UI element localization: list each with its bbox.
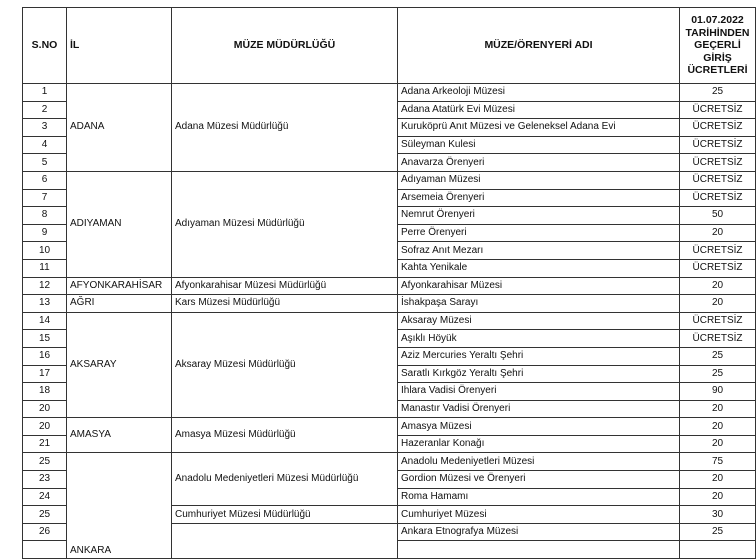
sno-cell: 18	[23, 383, 67, 401]
header-fee-line: ÜCRETLERİ	[687, 64, 748, 77]
sno-cell: 12	[23, 277, 67, 295]
fee-cell: ÜCRETSİZ	[680, 154, 756, 172]
site-cell	[398, 541, 680, 559]
header-mudurluk: MÜZE MÜDÜRLÜĞÜ	[172, 8, 398, 84]
site-cell: Cumhuriyet Müzesi	[398, 506, 680, 524]
museum-fee-table	[22, 7, 756, 559]
sno-cell: 6	[23, 171, 67, 189]
site-cell: Adana Arkeoloji Müzesi	[398, 84, 680, 102]
sno-cell: 11	[23, 259, 67, 277]
site-cell: Anavarza Örenyeri	[398, 154, 680, 172]
site-cell: Süleyman Kulesi	[398, 136, 680, 154]
fee-cell: 25	[680, 84, 756, 102]
mudurluk-cell: Aksaray Müzesi Müdürlüğü	[172, 312, 398, 418]
mudurluk-cell: Kars Müzesi Müdürlüğü	[172, 295, 398, 313]
site-cell: Aziz Mercuries Yeraltı Şehri	[398, 347, 680, 365]
site-cell: Ihlara Vadisi Örenyeri	[398, 383, 680, 401]
sno-cell	[23, 541, 67, 559]
sno-cell: 16	[23, 347, 67, 365]
fee-cell: ÜCRETSİZ	[680, 136, 756, 154]
fee-cell: ÜCRETSİZ	[680, 101, 756, 119]
site-cell: Roma Hamamı	[398, 488, 680, 506]
header-site: MÜZE/ÖRENYERİ ADI	[398, 8, 680, 84]
table-row	[23, 418, 756, 436]
fee-cell: 30	[680, 506, 756, 524]
site-cell: Perre Örenyeri	[398, 224, 680, 242]
sno-cell: 15	[23, 330, 67, 348]
fee-cell: 25	[680, 347, 756, 365]
site-cell: İshakpaşa Sarayı	[398, 295, 680, 313]
fee-cell: ÜCRETSİZ	[680, 189, 756, 207]
site-cell: Sofraz Anıt Mezarı	[398, 242, 680, 260]
mudurluk-cell: Amasya Müzesi Müdürlüğü	[172, 418, 398, 453]
fee-cell: ÜCRETSİZ	[680, 330, 756, 348]
fee-cell: ÜCRETSİZ	[680, 242, 756, 260]
table-row	[23, 171, 756, 189]
fee-cell: 50	[680, 207, 756, 225]
sno-cell: 14	[23, 312, 67, 330]
il-cell: ANKARA	[67, 453, 172, 559]
sno-cell: 7	[23, 189, 67, 207]
site-cell: Ankara Etnografya Müzesi	[398, 523, 680, 541]
sno-cell: 24	[23, 488, 67, 506]
header-fee-line: GEÇERLİ GİRİŞ	[694, 39, 741, 64]
il-cell: ADANA	[67, 84, 172, 172]
site-cell: Saratlı Kırkgöz Yeraltı Şehri	[398, 365, 680, 383]
sno-cell: 23	[23, 471, 67, 489]
fee-cell: 75	[680, 453, 756, 471]
museum-fee-table-page	[22, 7, 755, 557]
sno-cell: 9	[23, 224, 67, 242]
table-row	[23, 295, 756, 313]
sno-cell: 4	[23, 136, 67, 154]
site-cell: Kuruköprü Anıt Müzesi ve Geleneksel Adana Evi	[398, 119, 680, 137]
sno-cell: 26	[23, 523, 67, 541]
sno-cell: 5	[23, 154, 67, 172]
header-fee	[680, 8, 756, 84]
mudurluk-cell: Anadolu Medeniyetleri Müzesi Müdürlüğü	[172, 453, 398, 506]
mudurluk-cell: Adana Müzesi Müdürlüğü	[172, 84, 398, 172]
mudurluk-cell: Adıyaman Müzesi Müdürlüğü	[172, 171, 398, 277]
header-row	[23, 8, 756, 84]
site-cell: Arsemeia Örenyeri	[398, 189, 680, 207]
sno-cell: 8	[23, 207, 67, 225]
sno-cell: 17	[23, 365, 67, 383]
mudurluk-cell: Cumhuriyet Müzesi Müdürlüğü	[172, 506, 398, 524]
fee-cell: ÜCRETSİZ	[680, 119, 756, 137]
il-cell: AKSARAY	[67, 312, 172, 418]
header-fee-line: TARİHİNDEN	[685, 26, 750, 39]
site-cell: Gordion Müzesi ve Örenyeri	[398, 471, 680, 489]
sno-cell: 3	[23, 119, 67, 137]
sno-cell: 20	[23, 400, 67, 418]
site-cell: Aşıklı Höyük	[398, 330, 680, 348]
site-cell: Nemrut Örenyeri	[398, 207, 680, 225]
sno-cell: 13	[23, 295, 67, 313]
il-cell: AĞRI	[67, 295, 172, 313]
fee-cell: 20	[680, 435, 756, 453]
header-il: İL	[67, 8, 172, 84]
table-row	[23, 453, 756, 471]
table-row	[23, 277, 756, 295]
fee-cell: 20	[680, 488, 756, 506]
header-sno: S.NO	[23, 8, 67, 84]
table-row	[23, 84, 756, 102]
fee-cell: 20	[680, 471, 756, 489]
site-cell: Adana Atatürk Evi Müzesi	[398, 101, 680, 119]
fee-cell: 20	[680, 224, 756, 242]
fee-cell: 25	[680, 523, 756, 541]
sno-cell: 25	[23, 506, 67, 524]
sno-cell: 10	[23, 242, 67, 260]
fee-cell: ÜCRETSİZ	[680, 259, 756, 277]
fee-cell: 20	[680, 277, 756, 295]
il-cell: AMASYA	[67, 418, 172, 453]
site-cell: Amasya Müzesi	[398, 418, 680, 436]
sno-cell: 20	[23, 418, 67, 436]
fee-cell: 90	[680, 383, 756, 401]
fee-cell: 25	[680, 365, 756, 383]
sno-cell: 21	[23, 435, 67, 453]
site-cell: Adıyaman Müzesi	[398, 171, 680, 189]
mudurluk-cell: Afyonkarahisar Müzesi Müdürlüğü	[172, 277, 398, 295]
site-cell: Kahta Yenikale	[398, 259, 680, 277]
header-fee-line: 01.07.2022	[691, 14, 744, 27]
sno-cell: 2	[23, 101, 67, 119]
fee-cell: ÜCRETSİZ	[680, 171, 756, 189]
site-cell: Afyonkarahisar Müzesi	[398, 277, 680, 295]
fee-cell	[680, 541, 756, 559]
fee-cell: 20	[680, 418, 756, 436]
site-cell: Anadolu Medeniyetleri Müzesi	[398, 453, 680, 471]
il-cell: AFYONKARAHİSAR	[67, 277, 172, 295]
site-cell: Manastır Vadisi Örenyeri	[398, 400, 680, 418]
fee-cell: 20	[680, 400, 756, 418]
site-cell: Aksaray Müzesi	[398, 312, 680, 330]
il-cell: ADIYAMAN	[67, 171, 172, 277]
sno-cell: 25	[23, 453, 67, 471]
fee-cell: ÜCRETSİZ	[680, 312, 756, 330]
table-row	[23, 312, 756, 330]
sno-cell: 1	[23, 84, 67, 102]
site-cell: Hazeranlar Konağı	[398, 435, 680, 453]
fee-cell: 20	[680, 295, 756, 313]
mudurluk-cell	[172, 523, 398, 558]
